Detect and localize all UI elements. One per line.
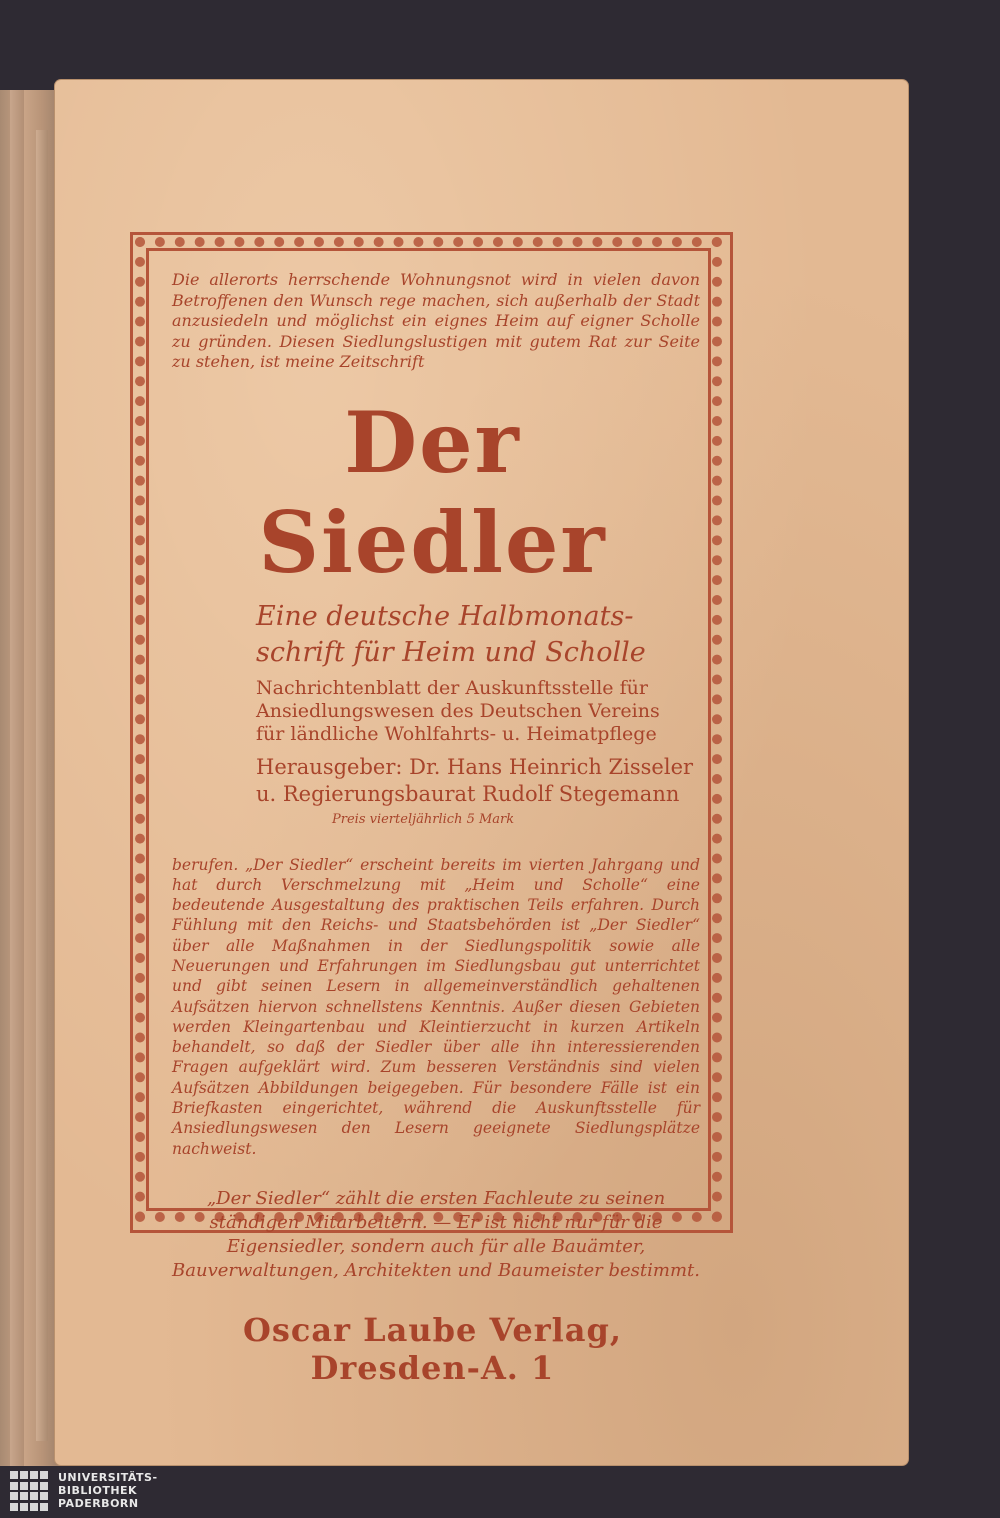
info-line: Ansiedlungswesen des Deutschen Vereins <box>256 699 660 722</box>
page-edge <box>10 90 24 1470</box>
subtitle <box>256 599 705 671</box>
closing-paragraph: „Der Siedler“ zählt die ersten Fachleute zu seinen ständigen Mitarbeitern. — Er ist nicht nur für die Eigensiedler, sondern auch für alle Bauämter, Bauverwaltungen, Architekten und Baumeister bestimmt. <box>172 1187 700 1281</box>
body-paragraph: berufen. „Der Siedler“ erscheint bereits im vierten Jahrgang und hat durch Verschmelzung mit „Heim und Scholle“ eine bedeutende Ausgestaltung des praktischen Teils erfahren. Durch Fühlung mit den Reichs- und Staatsbehörden ist „Der Siedler“ über alle Maßnahmen in der Siedlungspolitik sowie alle Neuerungen und Erfahrungen im Siedlungsbau gut unterrichtet und gibt seinen Lesern in allgemeinverständlich gehaltenen Aufsätzen hiervon schnellstens Kenntnis. Außer diesen Gebieten werden Kleingartenbau und Kleintierzucht in kurzen Artikeln behandelt, so daß der Siedler über alle ihn interessierenden Fragen aufgeklärt wird. Zum besseren Verständnis sind vielen Aufsätzen Abbildungen beigegeben. Für besondere Fälle ist ein Briefkasten eingerichtet, während die Auskunftsstelle für Ansiedlungswesen den Lesern geeignete Siedlungsplätze nachweist. <box>172 855 700 1158</box>
bulletin-info <box>256 677 705 746</box>
library-name <box>58 1471 158 1510</box>
library-name-line: UNIVERSITÄTS- <box>58 1471 158 1484</box>
publisher-line: Oscar Laube Verlag, Dresden-A. 1 <box>243 1310 622 1387</box>
masthead-title: Der Siedler <box>258 392 607 592</box>
library-logo-bar <box>0 1466 1000 1518</box>
editor-line: u. Regierungsbaurat Rudolf Stegemann <box>256 781 680 806</box>
info-line: Nachrichtenblatt der Auskunftsstelle für <box>256 676 648 699</box>
intro-paragraph: Die allerorts herrschende Wohnungsnot wird in vielen davon Betroffenen den Wunsch rege machen, sich außerhalb der Stadt anzusiedeln und möglichst ein eignes Heim auf eigner Scholle zu gründen. Diesen Siedlungslustigen mit gutem Rat zur Seite zu stehen, ist meine Zeitschrift <box>172 270 700 371</box>
library-logo-icon <box>10 1471 50 1511</box>
info-line: für ländliche Wohlfahrts- u. Heimatpflege <box>256 722 657 745</box>
subtitle-line: Eine deutsche Halbmonats- <box>256 600 634 632</box>
subtitle-line: schrift für Heim und Scholle <box>256 636 646 668</box>
price-line: Preis vierteljährlich 5 Mark <box>332 811 515 827</box>
advertisement-content <box>160 262 705 1387</box>
library-name-line: BIBLIOTHEK <box>58 1484 138 1497</box>
page-edge <box>36 130 48 1441</box>
editors <box>256 754 705 808</box>
editor-line: Herausgeber: Dr. Hans Heinrich Zisseler <box>256 754 694 779</box>
library-name-line: PADERBORN <box>58 1497 139 1510</box>
